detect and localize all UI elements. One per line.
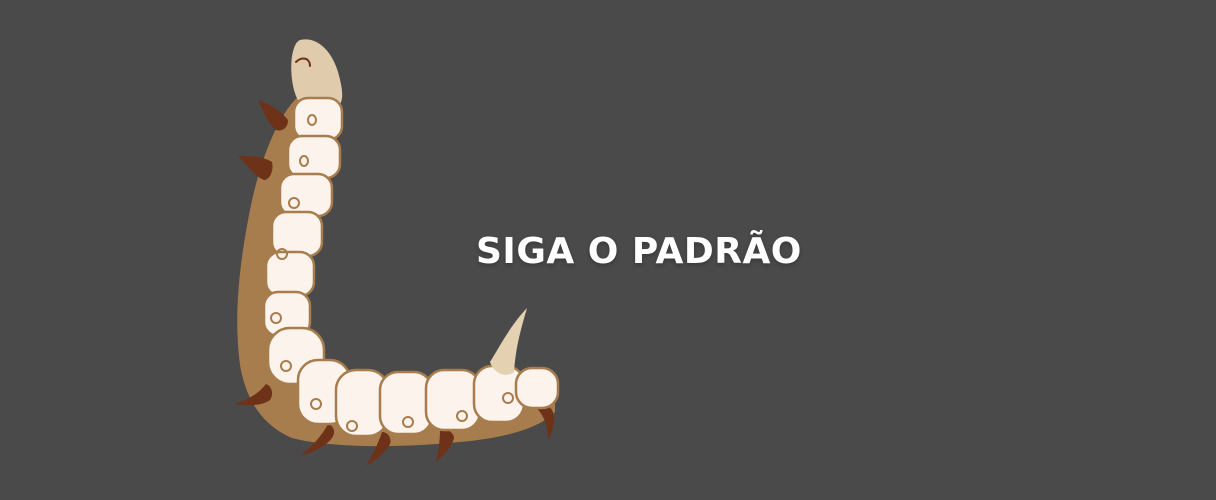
caterpillar-leg [258,100,288,131]
caterpillar-horn [490,308,527,375]
caterpillar-segment [294,98,342,140]
caterpillar-segment [266,252,314,296]
caterpillar-segment [426,370,480,430]
caterpillar-segment [288,136,340,178]
slide-title: SIGA O PADRÃO [476,231,802,272]
caterpillar-segment [280,174,332,216]
caterpillar-segment [516,368,558,408]
caterpillar-head [291,39,342,106]
caterpillar-segment [380,372,432,434]
